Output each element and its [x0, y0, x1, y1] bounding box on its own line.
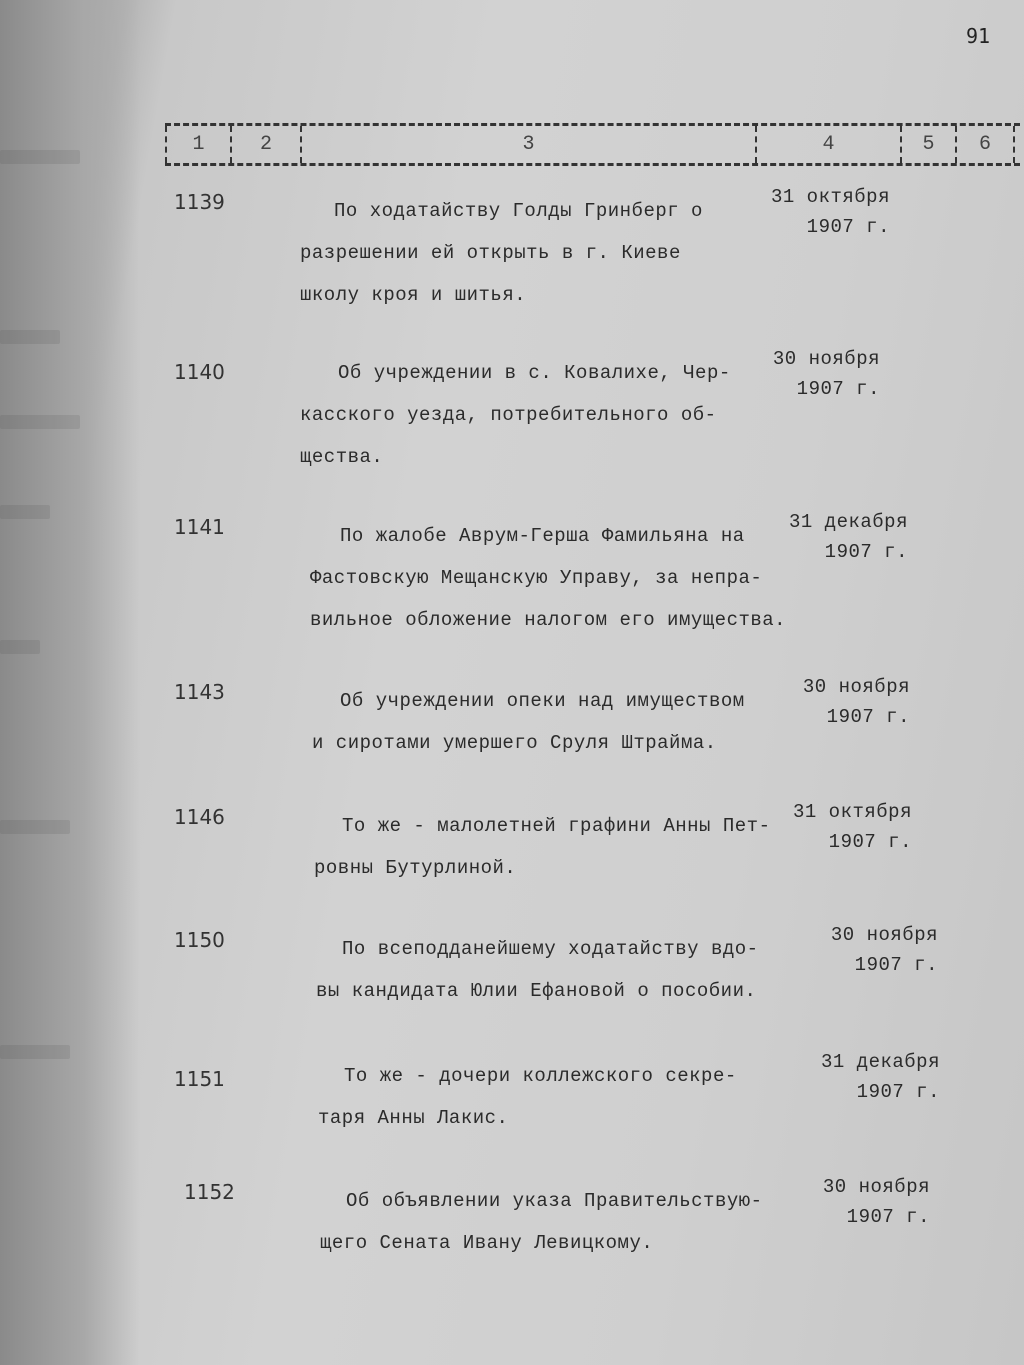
- case-date: 31 октября 1907 г.: [770, 186, 890, 238]
- case-description: То же - дочери коллежского секре- таря Анны Лакис.: [318, 1065, 737, 1129]
- case-number: 1150: [174, 928, 225, 952]
- page-number: 91: [966, 24, 991, 48]
- case-description: По жалобе Аврум-Герша Фамильяна на Фастовскую Мещанскую Управу, за непра- вильное обложение налогом его имущества.: [310, 525, 787, 631]
- case-date: 31 октября 1907 г.: [792, 801, 912, 853]
- bleed-through-mark: [0, 330, 60, 344]
- bleed-through-mark: [0, 150, 80, 164]
- case-description: Об объявлении указа Правительствую- щего Сената Ивану Левицкому.: [320, 1190, 763, 1254]
- case-description: Об учреждении в с. Ковалихе, Чер- касского уезда, потребительного об- щества.: [300, 362, 731, 468]
- bleed-through-mark: [0, 505, 50, 519]
- case-date: 30 ноября 1907 г.: [822, 1176, 930, 1228]
- case-description: То же - малолетней графини Анны Пет- ровны Бутурлиной.: [314, 815, 771, 879]
- case-date: 31 декабря 1907 г.: [788, 511, 908, 563]
- case-date: 30 ноября 1907 г.: [830, 924, 938, 976]
- case-date: 30 ноября 1907 г.: [772, 348, 880, 400]
- case-date: 31 декабря 1907 г.: [820, 1051, 940, 1103]
- column-header-1: 1: [165, 126, 230, 163]
- column-header-row: [165, 123, 1020, 166]
- case-date: 30 ноября 1907 г.: [802, 676, 910, 728]
- case-number: 1146: [174, 805, 225, 829]
- bleed-through-mark: [0, 640, 40, 654]
- case-number: 1151: [174, 1067, 225, 1091]
- facing-page-edge: [0, 0, 140, 1365]
- case-description: Об учреждении опеки над имуществом и сиротами умершего Сруля Штрайма.: [312, 690, 745, 754]
- column-header-3: 3: [300, 126, 755, 163]
- case-number: 1152: [184, 1180, 235, 1204]
- case-number: 1140: [174, 360, 225, 384]
- column-header-5: 5: [900, 126, 955, 163]
- case-number: 1139: [174, 190, 225, 214]
- case-description: По всеподданейшему ходатайству вдо- вы кандидата Юлии Ефановой о пособии.: [316, 938, 759, 1002]
- case-number: 1141: [174, 515, 225, 539]
- case-description: По ходатайству Голды Гринберг о разрешении ей открыть в г. Киеве школу кроя и шитья.: [300, 200, 703, 306]
- column-header-4: 4: [755, 126, 900, 163]
- column-header-2: 2: [230, 126, 300, 163]
- bleed-through-mark: [0, 1045, 70, 1059]
- bleed-through-mark: [0, 415, 80, 429]
- case-number: 1143: [174, 680, 225, 704]
- bleed-through-mark: [0, 820, 70, 834]
- column-header-6: 6: [955, 126, 1015, 163]
